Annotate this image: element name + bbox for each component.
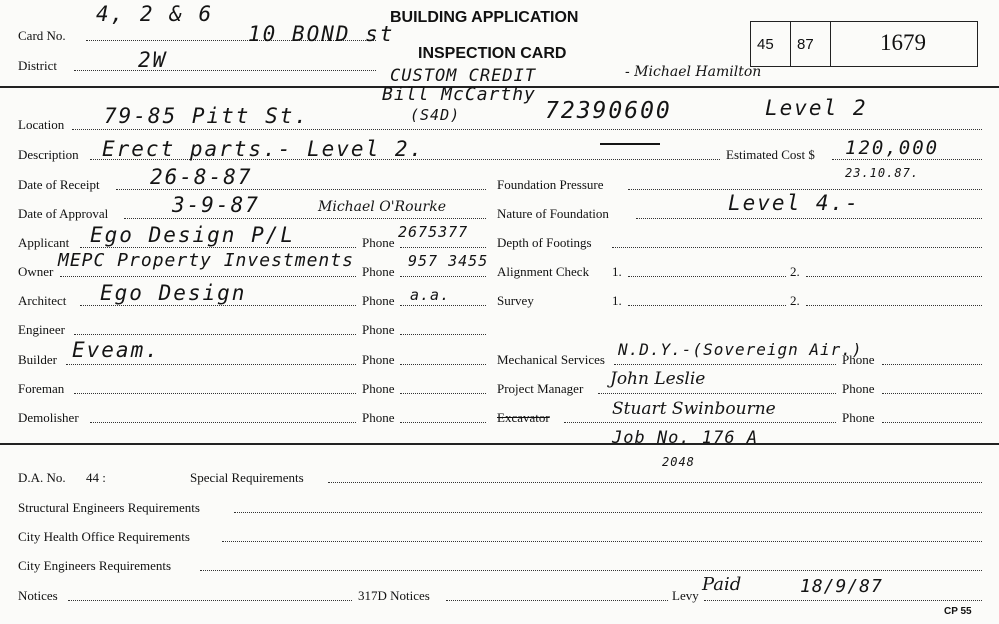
notices-317d-line bbox=[446, 600, 668, 601]
box-divider-1 bbox=[790, 21, 791, 67]
project-manager-line bbox=[598, 393, 836, 394]
location-line bbox=[72, 129, 982, 130]
city-health-label: City Health Office Requirements bbox=[18, 529, 190, 544]
engineer-line bbox=[74, 334, 356, 335]
foundation-pressure-line bbox=[628, 189, 982, 190]
card-number-box bbox=[750, 21, 978, 67]
engineer-label: Engineer bbox=[18, 322, 65, 337]
mechanical-services-label: Mechanical Services bbox=[497, 352, 605, 367]
district-label: District bbox=[18, 58, 57, 73]
job-ref-2048: 2048 bbox=[662, 455, 695, 469]
description-label: Description bbox=[18, 147, 79, 162]
architect-phone-value: a.a. bbox=[410, 286, 451, 304]
levy-date: 18/9/87 bbox=[800, 576, 883, 597]
special-requirements-label: Special Requirements bbox=[190, 470, 304, 485]
architect-label: Architect bbox=[18, 293, 67, 308]
card-no-label: Card No. bbox=[18, 28, 66, 43]
location-s4d: (S4D) bbox=[410, 106, 461, 124]
architect-phone-line bbox=[400, 305, 486, 306]
builder-value: Eveam. bbox=[72, 338, 160, 362]
da-no-value: 44 : bbox=[86, 470, 106, 485]
foreman-phone-line bbox=[400, 393, 486, 394]
engineer-phone-line bbox=[400, 334, 486, 335]
architect-line bbox=[80, 305, 356, 306]
card-no-value: 4, 2 & 6 bbox=[96, 2, 214, 26]
special-requirements-line bbox=[328, 482, 982, 483]
builder-phone-line bbox=[400, 364, 486, 365]
excavator-phone-label: Phone bbox=[842, 410, 875, 425]
date-approval-line bbox=[124, 218, 486, 219]
excavator-line bbox=[564, 422, 836, 423]
date-approval-signature: Michael O'Rourke bbox=[318, 199, 447, 215]
location-name: Bill McCarthy bbox=[382, 84, 536, 105]
form-code: CP 55 bbox=[944, 606, 972, 617]
section-rule bbox=[0, 443, 999, 445]
demolisher-phone-label: Phone bbox=[362, 410, 395, 425]
applicant-phone-value: 2675377 bbox=[398, 223, 469, 241]
notices-317d-label: 317D Notices bbox=[358, 588, 430, 603]
date-receipt-line bbox=[116, 189, 486, 190]
depth-footings-label: Depth of Footings bbox=[497, 235, 592, 250]
foreman-label: Foreman bbox=[18, 381, 65, 396]
title-inspection-card: INSPECTION CARD bbox=[418, 45, 567, 62]
owner-phone-line bbox=[400, 276, 486, 277]
location-level: Level 2 bbox=[765, 96, 868, 120]
foreman-phone-label: Phone bbox=[362, 381, 395, 396]
location-number: 72390600 bbox=[545, 98, 672, 124]
nature-foundation-line bbox=[636, 218, 982, 219]
owner-line bbox=[60, 276, 356, 277]
demolisher-line bbox=[90, 422, 356, 423]
applicant-label: Applicant bbox=[18, 235, 70, 250]
survey-1: 1. bbox=[612, 293, 622, 308]
date-receipt-label: Date of Receipt bbox=[18, 177, 100, 192]
description-value: Erect parts.- Level 2. bbox=[102, 137, 425, 161]
alignment-check-1: 1. bbox=[612, 264, 622, 279]
mechanical-services-value: N.D.Y.-(Sovereign Air.) bbox=[618, 340, 863, 359]
foreman-line bbox=[74, 393, 356, 394]
title-building-application: BUILDING APPLICATION bbox=[390, 9, 579, 26]
mechanical-services-line bbox=[614, 364, 836, 365]
survey-2-line bbox=[806, 305, 982, 306]
pm-phone-line bbox=[882, 393, 982, 394]
survey-label: Survey bbox=[497, 293, 534, 308]
location-address: 79-85 Pitt St. bbox=[104, 104, 310, 128]
city-health-line bbox=[222, 541, 982, 542]
builder-line bbox=[66, 364, 356, 365]
excavator-value: Stuart Swinbourne bbox=[612, 399, 776, 419]
custom-credit-name: - Michael Hamilton bbox=[625, 64, 762, 80]
estimated-cost-value: 120,000 bbox=[845, 137, 940, 159]
mech-phone-line bbox=[882, 364, 982, 365]
architect-phone-label: Phone bbox=[362, 293, 395, 308]
depth-footings-line bbox=[612, 247, 982, 248]
alignment-check-2: 2. bbox=[790, 264, 800, 279]
notices-label: Notices bbox=[18, 588, 58, 603]
date-receipt-value: 26-8-87 bbox=[150, 165, 253, 189]
foundation-pressure-value: 23.10.87. bbox=[845, 166, 920, 180]
engineer-phone-label: Phone bbox=[362, 322, 395, 337]
builder-label: Builder bbox=[18, 352, 57, 367]
card-no-address: 10 BOND st bbox=[248, 22, 395, 46]
box-value-45: 45 bbox=[757, 36, 774, 53]
box-value-87: 87 bbox=[797, 36, 814, 53]
pm-phone-label: Phone bbox=[842, 381, 875, 396]
custom-credit-note: CUSTOM CREDIT bbox=[390, 66, 537, 86]
levy-label: Levy bbox=[672, 588, 699, 603]
box-divider-2 bbox=[830, 21, 831, 67]
estimated-cost-line bbox=[832, 159, 982, 160]
applicant-phone-label: Phone bbox=[362, 235, 395, 250]
alignment-1-line bbox=[628, 276, 786, 277]
builder-phone-label: Phone bbox=[362, 352, 395, 367]
description-dash bbox=[600, 143, 660, 145]
owner-phone-value: 957 3455 bbox=[408, 252, 489, 270]
district-value: 2W bbox=[138, 48, 168, 72]
alignment-2-line bbox=[806, 276, 982, 277]
project-manager-label: Project Manager bbox=[497, 381, 584, 396]
excavator-phone-line bbox=[882, 422, 982, 423]
survey-2: 2. bbox=[790, 293, 800, 308]
da-no-label: D.A. No. bbox=[18, 470, 66, 485]
excavator-label: Excavator bbox=[497, 410, 550, 425]
alignment-check-label: Alignment Check bbox=[497, 264, 590, 279]
date-approval-label: Date of Approval bbox=[18, 206, 109, 221]
structural-engineers-label: Structural Engineers Requirements bbox=[18, 500, 200, 515]
project-manager-value: John Leslie bbox=[610, 369, 706, 389]
applicant-phone-line bbox=[400, 247, 486, 248]
box-value-card-number: 1679 bbox=[880, 30, 926, 55]
district-line bbox=[74, 70, 376, 71]
applicant-value: Ego Design P/L bbox=[90, 223, 296, 247]
architect-value: Ego Design bbox=[100, 281, 247, 305]
demolisher-label: Demolisher bbox=[18, 410, 79, 425]
owner-label: Owner bbox=[18, 264, 54, 279]
nature-foundation-value: Level 4.- bbox=[728, 191, 860, 215]
levy-paid: Paid bbox=[702, 574, 742, 595]
structural-engineers-line bbox=[234, 512, 982, 513]
city-engineers-label: City Engineers Requirements bbox=[18, 558, 172, 573]
estimated-cost-label: Estimated Cost $ bbox=[726, 147, 815, 162]
applicant-line bbox=[80, 247, 356, 248]
survey-1-line bbox=[628, 305, 786, 306]
owner-phone-label: Phone bbox=[362, 264, 395, 279]
nature-foundation-label: Nature of Foundation bbox=[497, 206, 609, 221]
levy-line bbox=[704, 600, 982, 601]
foundation-pressure-label: Foundation Pressure bbox=[497, 177, 604, 192]
demolisher-phone-line bbox=[400, 422, 486, 423]
job-number: Job No. 176 A bbox=[612, 428, 759, 448]
notices-line bbox=[68, 600, 352, 601]
location-label: Location bbox=[18, 117, 65, 132]
owner-value: MEPC Property Investments bbox=[58, 250, 354, 271]
mech-phone-label: Phone bbox=[842, 352, 875, 367]
date-approval-value: 3-9-87 bbox=[172, 193, 260, 217]
city-engineers-line bbox=[200, 570, 982, 571]
